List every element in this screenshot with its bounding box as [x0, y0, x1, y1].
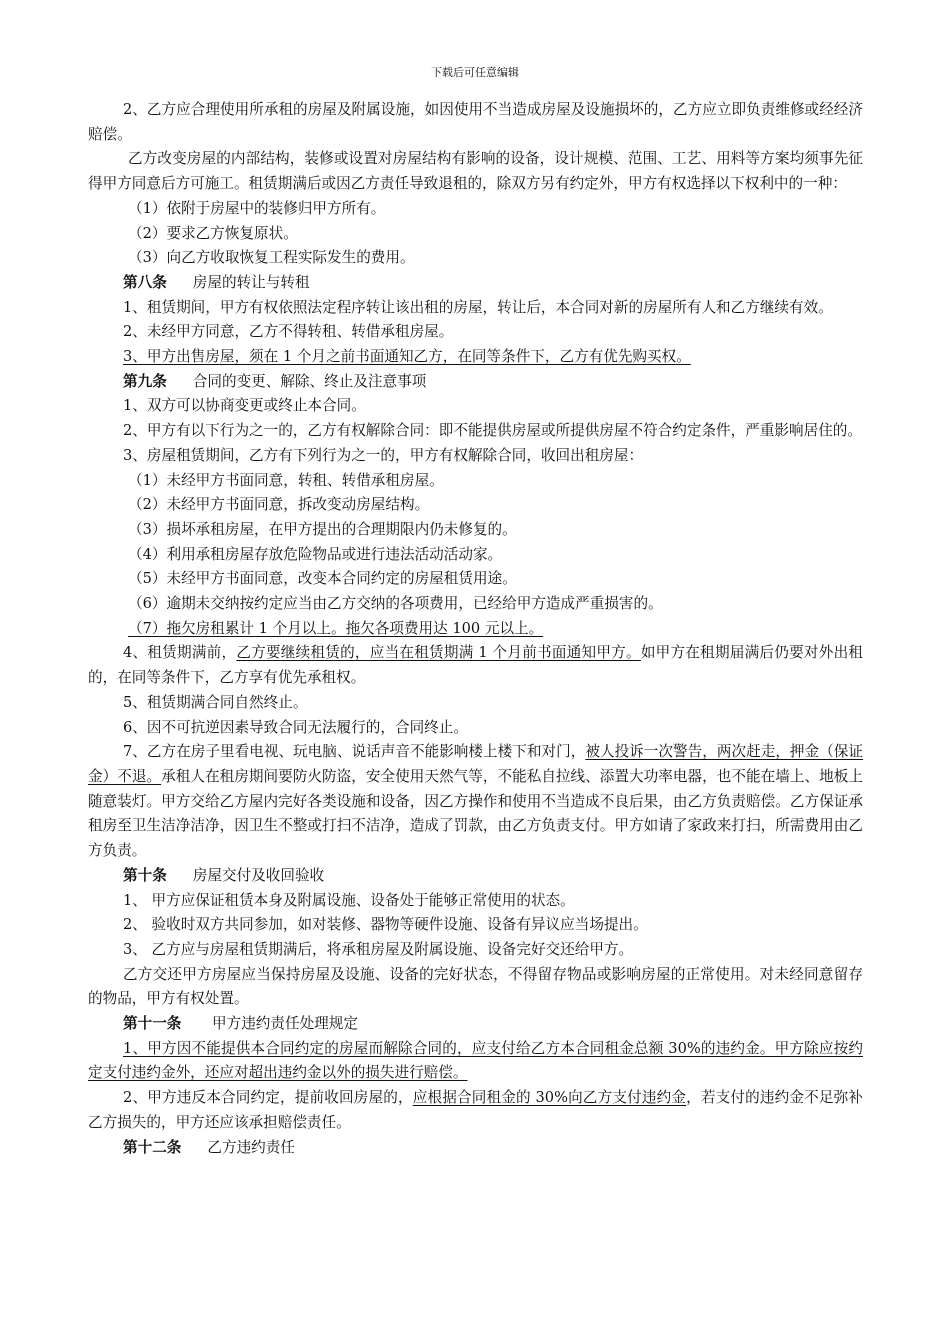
paragraph: [88, 469, 863, 494]
text-run: 乙方违约责任: [207, 1138, 295, 1156]
paragraph: [88, 419, 863, 444]
text-run: 甲方违约责任处理规定: [207, 1015, 358, 1033]
paragraph: [88, 567, 863, 592]
text-run: （3）向乙方收取恢复工程实际发生的费用。: [128, 249, 415, 267]
text-run: 3、房屋租赁期间，乙方有下列行为之一的，甲方有权解除合同，收回出租房屋：: [123, 446, 644, 464]
article-number: 第八条: [123, 273, 167, 291]
text-run: 2、甲方有以下行为之一的，乙方有权解除合同：即不能提供房屋或所提供房屋不符合约定条件，严重影响居住的。: [123, 422, 862, 440]
underlined-text: 1、甲方因不能提供本合同约定的房屋而解除合同的，应支付给乙方本合同租金总额 30%的违约金。甲方除应按约定支付违约金外，还应对超出违约金以外的损失进行赔偿。: [88, 1039, 863, 1082]
paragraph: [88, 394, 863, 419]
paragraph: [88, 493, 863, 518]
text-run: 4、租赁期满前，: [123, 644, 237, 662]
paragraph: [88, 938, 863, 963]
paragraph: [88, 641, 863, 690]
text-run: （1）未经甲方书面同意，转租、转借承租房屋。: [128, 471, 444, 489]
text-run: （2）要求乙方恢复原状。: [128, 224, 298, 242]
text-run: 1、 甲方应保证租赁本身及附属设施、设备处于能够正常使用的状态。: [123, 891, 575, 909]
section-heading: [88, 370, 863, 395]
text-run: 如甲方在租期届满后仍要对外出租的，在同等条件下，乙方享有优先承租权。: [88, 644, 863, 687]
paragraph: [88, 740, 863, 864]
paragraph: [88, 444, 863, 469]
text-run: 5、租赁期满合同自然终止。: [123, 693, 308, 711]
text-run: 3、 乙方应与房屋租赁期满后，将承租房屋及附属设施、设备完好交还给甲方。: [123, 940, 634, 958]
text-run: 承租人在租房期间要防火防盗，安全使用天然气等，不能私自拉线、添置大功率电器，也不能在墙上、地板上随意装灯。甲方交给乙方屋内完好各类设施和设备，因乙方操作和使用不当造成不良后果，由乙方负责赔偿。乙方保证承租房至卫生洁净洁净，因卫生不整或打扫不洁净，造成了罚款，由乙方负责支付。甲方如请了家政来打扫，所需费用由乙方负责。: [88, 767, 863, 860]
underlined-text: （7）拖欠房租累计 1 个月以上。拖欠各项费用达 100 元以上。: [128, 619, 544, 637]
article-number: 第十条: [123, 866, 167, 884]
paragraph: [88, 320, 863, 345]
text-run: 乙方交还甲方房屋应当保持房屋及设施、设备的完好状态，不得留存物品或影响房屋的正常使用。对未经同意留存的物品，甲方有权处置。: [88, 965, 863, 1008]
paragraph: [88, 222, 863, 247]
section-heading: [88, 864, 863, 889]
paragraph: [88, 345, 863, 370]
text-run: ，若支付的违约金不足弥补乙方损失的，甲方还应该承担赔偿责任。: [88, 1089, 863, 1131]
paragraph: [88, 913, 863, 938]
paragraph: [88, 518, 863, 543]
article-number: 第十一条: [123, 1015, 182, 1033]
paragraph: [88, 246, 863, 271]
text-run: 1、双方可以协商变更或终止本合同。: [123, 397, 366, 415]
underlined-text: 被人投诉一次警告，两次赶走，押金（保证金）不退。: [88, 743, 863, 785]
text-run: 2、 验收时双方共同参加，如对装修、器物等硬件设施、设备有异议应当场提出。: [123, 916, 648, 934]
text-run: 2、乙方应合理使用所承租的房屋及附属设施，如因使用不当造成房屋及设施损坏的，乙方应立即负责维修或经经济赔偿。: [88, 101, 863, 143]
text-run: 7、乙方在房子里看电视、玩电脑、说话声音不能影响楼上楼下和对门，: [123, 743, 586, 761]
article-number: 第九条: [123, 372, 167, 390]
underlined-text: 3、甲方出售房屋，须在 1 个月之前书面通知乙方，在同等条件下，乙方有优先购买权。: [123, 348, 691, 366]
paragraph: [88, 716, 863, 741]
paragraph: [88, 543, 863, 568]
text-run: （2）未经甲方书面同意，拆改变动房屋结构。: [128, 496, 430, 514]
paragraph: [88, 889, 863, 914]
text-run: 1、租赁期间，甲方有权依照法定程序转让该出租的房屋，转让后，本合同对新的房屋所有人和乙方继续有效。: [123, 298, 833, 316]
paragraph: [88, 592, 863, 617]
paragraph: [88, 617, 863, 642]
section-heading: [88, 1136, 863, 1161]
paragraph: [88, 691, 863, 716]
text-run: 房屋交付及收回验收: [192, 866, 325, 884]
paragraph: [88, 1086, 863, 1135]
text-run: （3）损坏承租房屋，在甲方提出的合理期限内仍未修复的。: [128, 520, 517, 538]
underlined-text: 乙方要继续租赁的，应当在租赁期满 1 个月前书面通知甲方。: [236, 644, 641, 662]
text-run: （4）利用承租房屋存放危险物品或进行违法活动活动家。: [128, 545, 503, 563]
text-run: 合同的变更、解除、终止及注意事项: [192, 372, 427, 390]
text-run: 2、未经甲方同意，乙方不得转租、转借承租房屋。: [123, 323, 454, 341]
paragraph: [88, 963, 863, 1012]
article-number: 第十二条: [123, 1138, 182, 1156]
text-run: （5）未经甲方书面同意，改变本合同约定的房屋租赁用途。: [128, 570, 517, 588]
underlined-text: 应根据合同租金的 30%向乙方支付违约金: [412, 1089, 687, 1107]
section-heading: [88, 271, 863, 296]
paragraph: [88, 147, 863, 196]
text-run: （6）逾期未交纳按约定应当由乙方交纳的各项费用，已经给甲方造成严重损害的。: [128, 595, 663, 613]
text-run: 2、甲方违反本合同约定，提前收回房屋的，: [123, 1089, 413, 1107]
paragraph: [88, 1037, 863, 1086]
document-body: [88, 98, 863, 1160]
paragraph: [88, 98, 863, 147]
text-run: 6、因不可抗逆因素导致合同无法履行的，合同终止。: [123, 718, 468, 736]
text-run: （1）依附于房屋中的装修归甲方所有。: [128, 199, 386, 217]
text-run: 乙方改变房屋的内部结构，装修或设置对房屋结构有影响的设备，设计规模、范围、工艺、用料等方案均须事先征得甲方同意后方可施工。租赁期满后或因乙方责任导致退租的，除双方另有约定外，甲方有权选择以下权利中的一种：: [88, 150, 863, 193]
paragraph: [88, 197, 863, 222]
paragraph: [88, 296, 863, 321]
page-header: 下载后可任意编辑: [431, 66, 519, 79]
section-heading: [88, 1012, 863, 1037]
text-run: 房屋的转让与转租: [192, 273, 310, 291]
